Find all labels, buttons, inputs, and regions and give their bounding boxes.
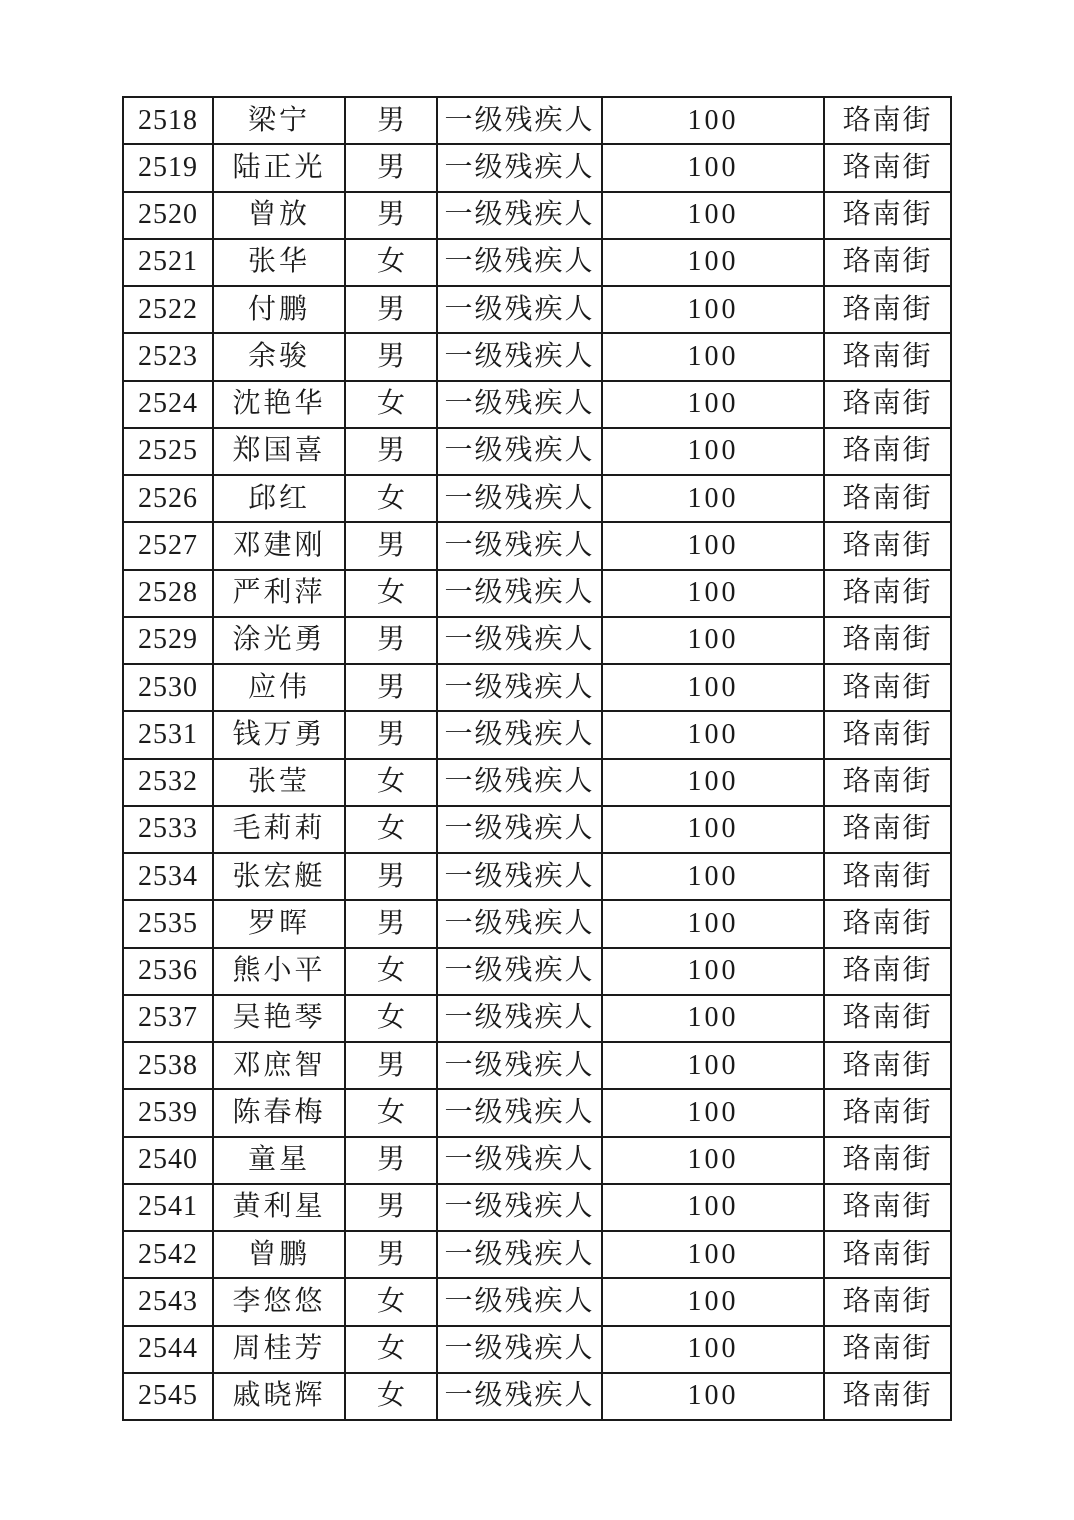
cell-amount: 100: [602, 570, 824, 617]
cell-name: 严利萍: [213, 570, 345, 617]
cell-category: 一级残疾人: [437, 333, 602, 380]
cell-id: 2534: [123, 853, 213, 900]
table-row: [123, 239, 951, 286]
cell-gender: 男: [345, 286, 437, 333]
cell-category: 一级残疾人: [437, 853, 602, 900]
cell-gender: 男: [345, 522, 437, 569]
cell-id: 2543: [123, 1278, 213, 1325]
cell-category: 一级残疾人: [437, 948, 602, 995]
cell-street: 珞南街: [824, 286, 951, 333]
cell-gender: 男: [345, 333, 437, 380]
cell-name: 李悠悠: [213, 1278, 345, 1325]
cell-id: 2521: [123, 239, 213, 286]
cell-id: 2528: [123, 570, 213, 617]
cell-street: 珞南街: [824, 381, 951, 428]
table-row: [123, 97, 951, 144]
cell-category: 一级残疾人: [437, 522, 602, 569]
cell-street: 珞南街: [824, 428, 951, 475]
cell-street: 珞南街: [824, 1042, 951, 1089]
cell-street: 珞南街: [824, 239, 951, 286]
cell-id: 2532: [123, 759, 213, 806]
cell-street: 珞南街: [824, 1089, 951, 1136]
cell-id: 2538: [123, 1042, 213, 1089]
cell-gender: 男: [345, 664, 437, 711]
cell-street: 珞南街: [824, 664, 951, 711]
cell-category: 一级残疾人: [437, 1278, 602, 1325]
cell-amount: 100: [602, 948, 824, 995]
cell-category: 一级残疾人: [437, 759, 602, 806]
table-row: [123, 570, 951, 617]
cell-amount: 100: [602, 239, 824, 286]
cell-id: 2524: [123, 381, 213, 428]
cell-id: 2519: [123, 144, 213, 191]
table-row: [123, 617, 951, 664]
cell-amount: 100: [602, 1184, 824, 1231]
table-row: [123, 1326, 951, 1373]
cell-gender: 女: [345, 570, 437, 617]
cell-amount: 100: [602, 522, 824, 569]
cell-name: 沈艳华: [213, 381, 345, 428]
cell-category: 一级残疾人: [437, 475, 602, 522]
cell-id: 2541: [123, 1184, 213, 1231]
cell-id: 2531: [123, 711, 213, 758]
table-row: [123, 522, 951, 569]
cell-amount: 100: [602, 664, 824, 711]
cell-category: 一级残疾人: [437, 1326, 602, 1373]
cell-street: 珞南街: [824, 1278, 951, 1325]
cell-category: 一级残疾人: [437, 286, 602, 333]
cell-gender: 男: [345, 192, 437, 239]
beneficiary-table: [122, 96, 952, 1421]
cell-gender: 男: [345, 97, 437, 144]
cell-category: 一级残疾人: [437, 428, 602, 475]
cell-name: 吴艳琴: [213, 995, 345, 1042]
cell-amount: 100: [602, 144, 824, 191]
cell-amount: 100: [602, 1278, 824, 1325]
table-row: [123, 900, 951, 947]
cell-id: 2529: [123, 617, 213, 664]
cell-amount: 100: [602, 1373, 824, 1420]
table-row: [123, 1137, 951, 1184]
cell-amount: 100: [602, 1137, 824, 1184]
cell-name: 梁宁: [213, 97, 345, 144]
table-row: [123, 475, 951, 522]
cell-name: 余骏: [213, 333, 345, 380]
table-row: [123, 144, 951, 191]
table-row: [123, 806, 951, 853]
table-row: [123, 995, 951, 1042]
cell-id: 2542: [123, 1231, 213, 1278]
cell-name: 钱万勇: [213, 711, 345, 758]
cell-street: 珞南街: [824, 1326, 951, 1373]
cell-name: 郑国喜: [213, 428, 345, 475]
cell-amount: 100: [602, 995, 824, 1042]
cell-id: 2544: [123, 1326, 213, 1373]
cell-gender: 女: [345, 1373, 437, 1420]
cell-name: 熊小平: [213, 948, 345, 995]
cell-gender: 男: [345, 900, 437, 947]
cell-street: 珞南街: [824, 1373, 951, 1420]
cell-gender: 男: [345, 1137, 437, 1184]
cell-category: 一级残疾人: [437, 1137, 602, 1184]
cell-gender: 男: [345, 1184, 437, 1231]
cell-name: 邓庶智: [213, 1042, 345, 1089]
cell-street: 珞南街: [824, 192, 951, 239]
cell-street: 珞南街: [824, 1231, 951, 1278]
cell-name: 陈春梅: [213, 1089, 345, 1136]
cell-id: 2536: [123, 948, 213, 995]
table-row: [123, 1042, 951, 1089]
cell-gender: 男: [345, 428, 437, 475]
cell-category: 一级残疾人: [437, 239, 602, 286]
table-row: [123, 1231, 951, 1278]
cell-category: 一级残疾人: [437, 806, 602, 853]
cell-amount: 100: [602, 900, 824, 947]
cell-amount: 100: [602, 806, 824, 853]
cell-street: 珞南街: [824, 522, 951, 569]
cell-name: 周桂芳: [213, 1326, 345, 1373]
cell-gender: 男: [345, 711, 437, 758]
table-row: [123, 333, 951, 380]
cell-id: 2535: [123, 900, 213, 947]
cell-street: 珞南街: [824, 1184, 951, 1231]
cell-name: 陆正光: [213, 144, 345, 191]
cell-street: 珞南街: [824, 475, 951, 522]
cell-name: 邱红: [213, 475, 345, 522]
cell-category: 一级残疾人: [437, 97, 602, 144]
cell-name: 张华: [213, 239, 345, 286]
cell-amount: 100: [602, 97, 824, 144]
cell-amount: 100: [602, 192, 824, 239]
cell-category: 一级残疾人: [437, 664, 602, 711]
cell-id: 2537: [123, 995, 213, 1042]
cell-id: 2545: [123, 1373, 213, 1420]
cell-category: 一级残疾人: [437, 144, 602, 191]
table-row: [123, 948, 951, 995]
table-row: [123, 1278, 951, 1325]
cell-street: 珞南街: [824, 995, 951, 1042]
cell-gender: 男: [345, 144, 437, 191]
cell-category: 一级残疾人: [437, 1373, 602, 1420]
cell-gender: 女: [345, 475, 437, 522]
cell-category: 一级残疾人: [437, 1089, 602, 1136]
cell-gender: 女: [345, 1089, 437, 1136]
cell-name: 张宏艇: [213, 853, 345, 900]
cell-amount: 100: [602, 1042, 824, 1089]
cell-category: 一级残疾人: [437, 1184, 602, 1231]
cell-category: 一级残疾人: [437, 1231, 602, 1278]
cell-category: 一级残疾人: [437, 900, 602, 947]
cell-street: 珞南街: [824, 1137, 951, 1184]
cell-id: 2533: [123, 806, 213, 853]
cell-name: 付鹏: [213, 286, 345, 333]
table-row: [123, 664, 951, 711]
cell-amount: 100: [602, 617, 824, 664]
cell-amount: 100: [602, 1231, 824, 1278]
cell-name: 毛莉莉: [213, 806, 345, 853]
cell-street: 珞南街: [824, 570, 951, 617]
cell-street: 珞南街: [824, 900, 951, 947]
cell-gender: 女: [345, 806, 437, 853]
cell-amount: 100: [602, 286, 824, 333]
cell-category: 一级残疾人: [437, 1042, 602, 1089]
cell-name: 黄利星: [213, 1184, 345, 1231]
cell-gender: 女: [345, 1278, 437, 1325]
cell-gender: 男: [345, 1231, 437, 1278]
cell-street: 珞南街: [824, 617, 951, 664]
cell-name: 涂光勇: [213, 617, 345, 664]
table-row: [123, 759, 951, 806]
cell-category: 一级残疾人: [437, 570, 602, 617]
cell-name: 张莹: [213, 759, 345, 806]
cell-amount: 100: [602, 381, 824, 428]
cell-name: 曾放: [213, 192, 345, 239]
cell-gender: 女: [345, 759, 437, 806]
table-row: [123, 428, 951, 475]
cell-category: 一级残疾人: [437, 192, 602, 239]
cell-gender: 女: [345, 1326, 437, 1373]
table-row: [123, 1373, 951, 1420]
cell-gender: 男: [345, 853, 437, 900]
cell-street: 珞南街: [824, 144, 951, 191]
table-row: [123, 381, 951, 428]
cell-id: 2520: [123, 192, 213, 239]
table-row: [123, 286, 951, 333]
cell-street: 珞南街: [824, 711, 951, 758]
cell-amount: 100: [602, 1326, 824, 1373]
table-row: [123, 711, 951, 758]
cell-category: 一级残疾人: [437, 381, 602, 428]
cell-name: 童星: [213, 1137, 345, 1184]
cell-category: 一级残疾人: [437, 995, 602, 1042]
cell-street: 珞南街: [824, 853, 951, 900]
cell-id: 2539: [123, 1089, 213, 1136]
cell-name: 曾鹏: [213, 1231, 345, 1278]
cell-id: 2530: [123, 664, 213, 711]
cell-id: 2527: [123, 522, 213, 569]
cell-id: 2526: [123, 475, 213, 522]
cell-amount: 100: [602, 475, 824, 522]
cell-gender: 女: [345, 381, 437, 428]
cell-id: 2540: [123, 1137, 213, 1184]
cell-name: 邓建刚: [213, 522, 345, 569]
cell-gender: 男: [345, 1042, 437, 1089]
cell-id: 2518: [123, 97, 213, 144]
cell-street: 珞南街: [824, 948, 951, 995]
cell-amount: 100: [602, 333, 824, 380]
cell-name: 戚晓辉: [213, 1373, 345, 1420]
cell-gender: 女: [345, 948, 437, 995]
table-row: [123, 853, 951, 900]
cell-name: 应伟: [213, 664, 345, 711]
cell-gender: 女: [345, 995, 437, 1042]
table-row: [123, 1184, 951, 1231]
cell-gender: 女: [345, 239, 437, 286]
cell-street: 珞南街: [824, 806, 951, 853]
cell-id: 2525: [123, 428, 213, 475]
cell-id: 2522: [123, 286, 213, 333]
cell-category: 一级残疾人: [437, 711, 602, 758]
cell-amount: 100: [602, 759, 824, 806]
beneficiary-table-container: [122, 96, 950, 1421]
cell-amount: 100: [602, 1089, 824, 1136]
table-row: [123, 192, 951, 239]
cell-amount: 100: [602, 853, 824, 900]
cell-amount: 100: [602, 711, 824, 758]
cell-amount: 100: [602, 428, 824, 475]
table-row: [123, 1089, 951, 1136]
cell-street: 珞南街: [824, 97, 951, 144]
cell-street: 珞南街: [824, 333, 951, 380]
cell-name: 罗晖: [213, 900, 345, 947]
cell-street: 珞南街: [824, 759, 951, 806]
cell-category: 一级残疾人: [437, 617, 602, 664]
cell-id: 2523: [123, 333, 213, 380]
cell-gender: 男: [345, 617, 437, 664]
